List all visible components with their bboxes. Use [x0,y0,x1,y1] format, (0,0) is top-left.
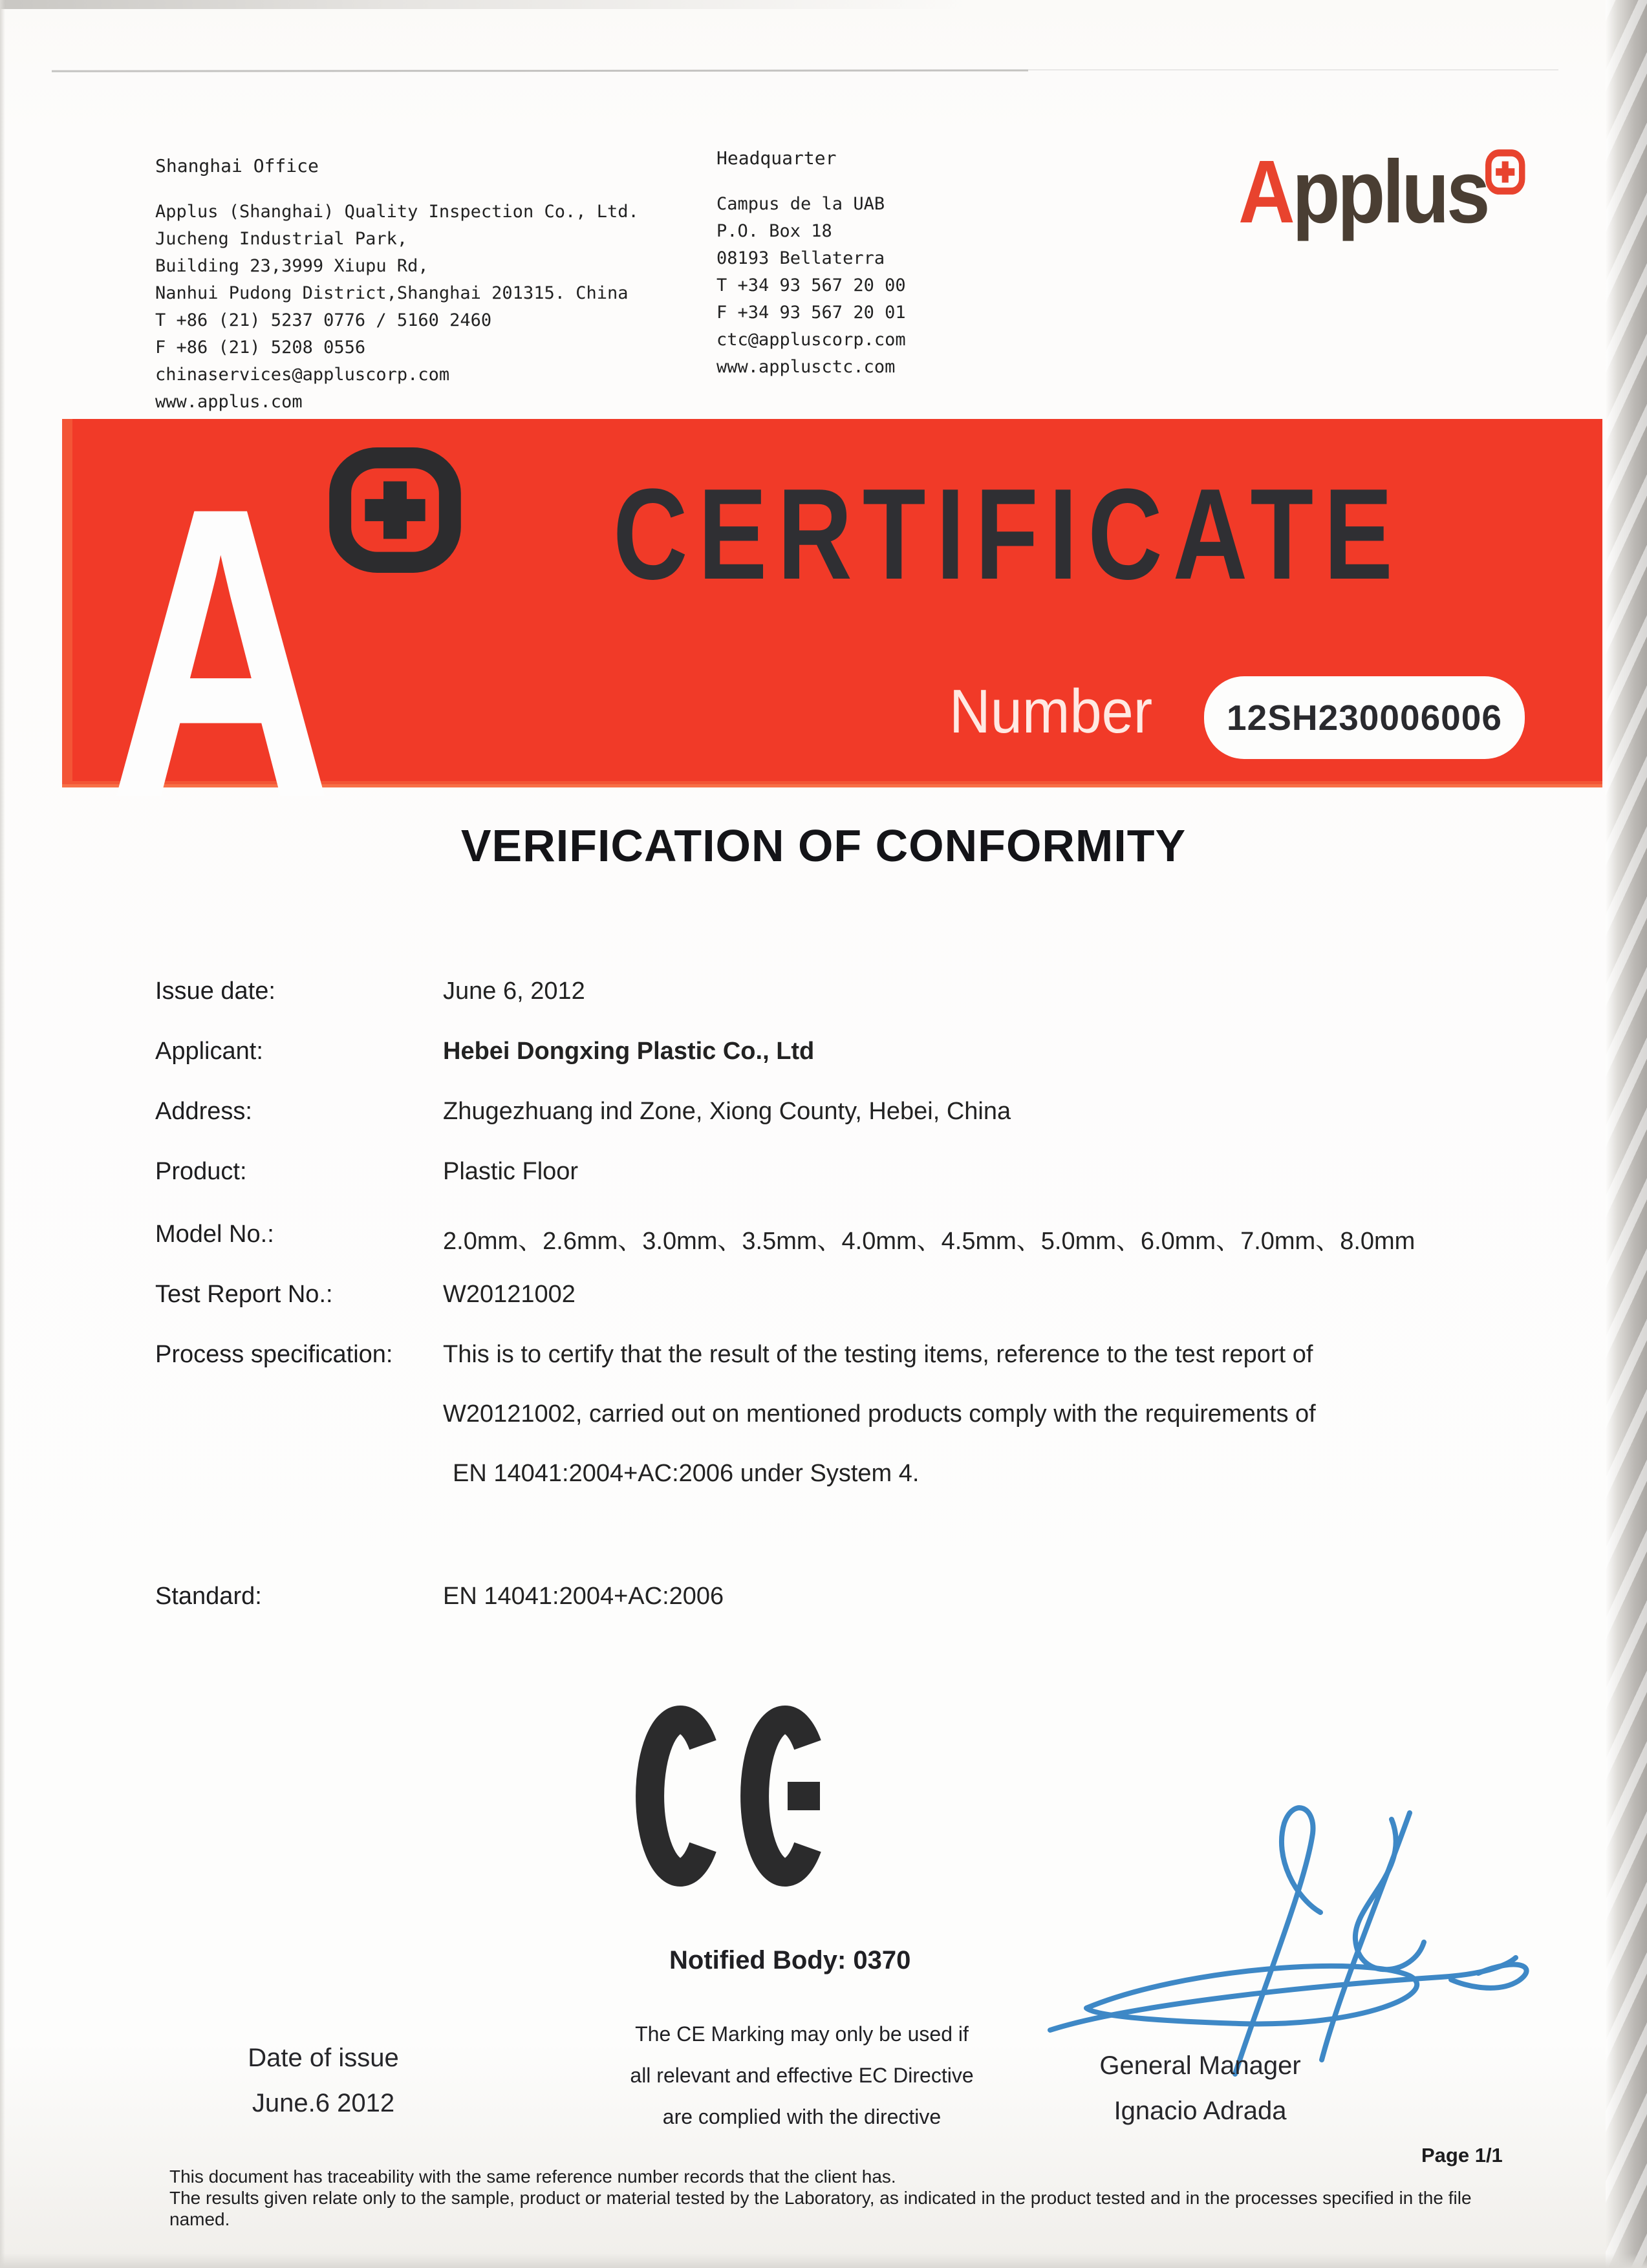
disclaimer-line: all relevant and effective EC Directive [630,2064,974,2087]
field-label: Standard: [155,1583,262,1610]
headquarter-line: F +34 93 567 20 01 [716,303,906,323]
office-line: F +86 (21) 5208 0556 [155,337,366,358]
headquarter-line: Campus de la UAB [716,194,885,214]
ce-mark-icon [635,1704,842,1889]
field-value: Zhugezhuang ind Zone, Xiong County, Hebei, China [443,1098,1011,1125]
scan-edge-left [0,0,5,2268]
signatory-title: General Manager [1099,2051,1301,2080]
applus-logo-wordmark: pplus [1292,142,1488,242]
signatory-block [1051,2043,1349,2134]
applus-logo [1238,142,1488,242]
page-title: VERIFICATION OF CONFORMITY [460,820,1187,871]
field-label: Product: [155,1158,247,1185]
scan-edge-right [1606,0,1647,2268]
field-value: 2.0mm、2.6mm、3.0mm、3.5mm、4.0mm、4.5mm、5.0mm、6.0mm、7.0mm、8.0mm [443,1228,1416,1255]
number-label: Number [949,677,1153,746]
scan-edge-bottom [0,2254,1647,2268]
date-of-issue-value: June.6 2012 [252,2089,395,2117]
process-spec-line: This is to certify that the result of the testing items, reference to the test report of [443,1341,1313,1368]
headquarter-title: Headquarter [716,147,837,169]
field-label: Test Report No.: [155,1281,333,1308]
applus-plus-icon [1484,149,1526,195]
headquarter-email: ctc@appluscorp.com [716,330,906,350]
office-title: Shanghai Office [155,155,319,177]
process-spec-line: W20121002, carried out on mentioned products comply with the requirements of [443,1400,1316,1428]
field-value: Hebei Dongxing Plastic Co., Ltd [443,1038,815,1065]
date-of-issue-block [213,2035,433,2126]
scan-edge-top [0,0,970,9]
page-indicator: Page 1/1 [1421,2144,1503,2166]
process-spec-line: EN 14041:2004+AC:2006 under System 4. [453,1460,920,1487]
office-line: Nanhui Pudong District,Shanghai 201315. China [155,283,629,303]
headquarter-block [716,147,906,381]
applus-plus-icon [327,445,464,575]
legal-line: The results given relate only to the sample, product or material tested by the Laboratory, as indicated in the product tested and in the processes specified in the file [169,2188,1472,2208]
certificate-number-pill [1204,676,1525,759]
office-line: Applus (Shanghai) Quality Inspection Co., Ltd. [155,202,639,222]
date-of-issue-label: Date of issue [248,2044,399,2072]
scan-artifact-line [1028,69,1558,70]
field-value: Plastic Floor [443,1158,579,1185]
legal-line: named. [169,2209,230,2229]
headquarter-line: P.O. Box 18 [716,221,832,241]
headquarter-line: 08193 Bellaterra [716,248,885,268]
disclaimer-line: are complied with the directive [662,2105,942,2128]
disclaimer-line: The CE Marking may only be used if [635,2022,969,2046]
headquarter-website: www.applusctc.com [716,357,896,377]
signature-scribble [1022,1790,1578,2087]
notified-body-text: Notified Body: 0370 [669,1946,911,1974]
field-label: Applicant: [155,1038,263,1065]
office-line: T +86 (21) 5237 0776 / 5160 2460 [155,310,492,330]
applus-logo-letter-a: A [1238,142,1293,242]
applus-a-letter: A [109,422,333,884]
certificate-heading: CERTIFICATE [613,462,1403,606]
field-label: Process specification: [155,1341,393,1368]
office-line: Jucheng Industrial Park, [155,229,408,249]
field-value: W20121002 [443,1281,576,1308]
headquarter-line: T +34 93 567 20 00 [716,275,906,295]
signatory-name: Ignacio Adrada [1114,2097,1287,2125]
legal-footer [169,2166,1472,2230]
legal-line: This document has traceability with the same reference number records that the client has. [169,2166,896,2187]
field-label: Address: [155,1098,252,1125]
field-label: Issue date: [155,978,275,1005]
scan-artifact-line [52,69,1028,72]
ce-marking-disclaimer [621,2013,983,2137]
shanghai-office-block [155,155,639,416]
field-value: June 6, 2012 [443,978,585,1005]
office-line: Building 23,3999 Xiupu Rd, [155,256,429,276]
office-website: www.applus.com [155,392,303,412]
field-label: Model No.: [155,1221,274,1248]
office-email: chinaservices@appluscorp.com [155,365,450,385]
certificate-number: 12SH230006006 [1227,698,1502,738]
field-value: EN 14041:2004+AC:2006 [443,1583,724,1610]
